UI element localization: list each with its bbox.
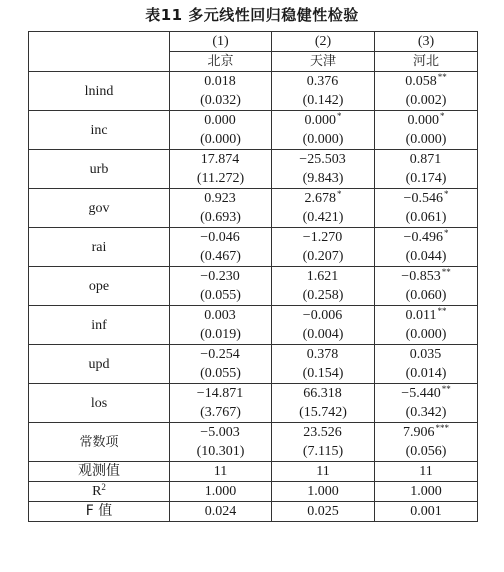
footer-value: 1.000 <box>272 482 375 502</box>
footer-label <box>29 502 170 522</box>
table-row-coefficient <box>29 423 478 443</box>
coefficient-value: −0.006 <box>302 308 343 323</box>
table-row-coefficient <box>29 111 478 131</box>
std-error-cell: (0.467) <box>170 247 272 267</box>
coefficient-cell <box>272 423 375 443</box>
footer-label-text: 观测值 <box>78 463 120 479</box>
coefficient-cell <box>375 345 478 365</box>
coefficient-value: 2.678 <box>304 191 336 206</box>
header-row-numbers <box>29 32 478 52</box>
std-error-cell: (0.258) <box>272 286 375 306</box>
coefficient-value: 66.318 <box>303 386 342 401</box>
coefficient-value: 0.011 <box>405 308 437 323</box>
coefficient-value: −5.003 <box>200 425 240 440</box>
column-number: (3) <box>375 32 478 52</box>
column-number: (1) <box>170 32 272 52</box>
significance-stars: * <box>443 228 449 238</box>
footer-value: 0.024 <box>170 502 272 522</box>
std-error-cell: (0.421) <box>272 208 375 228</box>
regression-table-body <box>29 32 478 522</box>
coefficient-value: −0.546 <box>403 191 443 206</box>
variable-label: lnind <box>29 72 170 111</box>
significance-stars: * <box>443 189 449 199</box>
footer-value: 0.025 <box>272 502 375 522</box>
coefficient-cell <box>272 189 375 209</box>
coefficient-value: 7.906 <box>403 425 435 440</box>
column-region: 河北 <box>375 52 478 72</box>
coefficient-cell <box>170 384 272 404</box>
coefficient-value: 0.000 <box>304 113 336 128</box>
coefficient-value: −5.440 <box>401 386 441 401</box>
coefficient-cell <box>375 72 478 92</box>
significance-stars: * <box>337 111 342 121</box>
coefficient-cell <box>170 150 272 170</box>
variable-label: inc <box>29 111 170 150</box>
std-error-cell: (0.055) <box>170 286 272 306</box>
std-error-cell: (3.767) <box>170 403 272 423</box>
footer-value: 11 <box>272 462 375 482</box>
coefficient-value: 0.003 <box>204 308 236 323</box>
coefficient-value: 0.035 <box>409 347 442 362</box>
significance-stars: ** <box>441 267 451 277</box>
std-error-cell: (0.004) <box>272 325 375 345</box>
coefficient-cell <box>375 150 478 170</box>
coefficient-value: 23.526 <box>303 425 342 440</box>
coefficient-cell <box>170 345 272 365</box>
std-error-cell: (0.000) <box>375 130 478 150</box>
coefficient-value: −25.503 <box>299 152 346 167</box>
coefficient-value: −1.270 <box>302 230 343 245</box>
coefficient-value: 0.376 <box>306 74 339 89</box>
coefficient-cell <box>272 111 375 131</box>
std-error-cell: (0.014) <box>375 364 478 384</box>
coefficient-value: 0.923 <box>204 191 236 206</box>
coefficient-value: 0.000 <box>204 113 236 128</box>
variable-label: gov <box>29 189 170 228</box>
std-error-cell: (0.142) <box>272 91 375 111</box>
table-row-coefficient <box>29 384 478 404</box>
variable-label: 常数项 <box>29 423 170 462</box>
table-row-footer <box>29 482 478 502</box>
column-number: (2) <box>272 32 375 52</box>
significance-stars: *** <box>435 423 449 433</box>
std-error-cell: (0.342) <box>375 403 478 423</box>
variable-label: inf <box>29 306 170 345</box>
coefficient-value: −0.496 <box>403 230 443 245</box>
coefficient-cell <box>375 267 478 287</box>
coefficient-value: 0.018 <box>204 74 236 89</box>
footer-label-superscript: 2 <box>101 482 106 492</box>
significance-stars: ** <box>437 306 447 316</box>
variable-label: ope <box>29 267 170 306</box>
std-error-cell: (0.000) <box>170 130 272 150</box>
std-error-cell: (0.693) <box>170 208 272 228</box>
coefficient-cell <box>375 228 478 248</box>
std-error-cell: (0.174) <box>375 169 478 189</box>
table-title: 表11 多元线性回归稳健性检验 <box>145 6 359 24</box>
coefficient-cell <box>170 72 272 92</box>
table-row-coefficient <box>29 72 478 92</box>
coefficient-value: −0.230 <box>200 269 240 284</box>
coefficient-cell <box>170 228 272 248</box>
coefficient-value: 1.621 <box>306 269 339 284</box>
footer-label-text: R <box>92 484 102 499</box>
coefficient-cell <box>375 189 478 209</box>
std-error-cell: (0.056) <box>375 442 478 462</box>
table-row-coefficient <box>29 189 478 209</box>
table-row-coefficient <box>29 306 478 326</box>
coefficient-cell <box>170 189 272 209</box>
significance-stars: ** <box>437 72 447 82</box>
coefficient-cell <box>272 72 375 92</box>
footer-value: 1.000 <box>375 482 478 502</box>
coefficient-cell <box>272 345 375 365</box>
std-error-cell: (15.742) <box>272 403 375 423</box>
footer-label-text: F 值 <box>85 503 113 519</box>
table-row-footer <box>29 462 478 482</box>
coefficient-cell <box>170 111 272 131</box>
coefficient-value: −14.871 <box>196 386 244 401</box>
std-error-cell: (0.032) <box>170 91 272 111</box>
table-row-coefficient <box>29 228 478 248</box>
coefficient-value: 0.378 <box>306 347 339 362</box>
coefficient-cell <box>272 384 375 404</box>
variable-label: rai <box>29 228 170 267</box>
significance-stars: ** <box>441 384 451 394</box>
std-error-cell: (7.115) <box>272 442 375 462</box>
regression-table <box>28 31 478 522</box>
variable-label: los <box>29 384 170 423</box>
std-error-cell: (0.044) <box>375 247 478 267</box>
header-corner <box>29 32 170 72</box>
std-error-cell: (10.301) <box>170 442 272 462</box>
significance-stars: * <box>440 111 445 121</box>
table-row-coefficient <box>29 345 478 365</box>
coefficient-cell <box>272 267 375 287</box>
variable-label: urb <box>29 150 170 189</box>
footer-value: 0.001 <box>375 502 478 522</box>
significance-stars: * <box>337 189 342 199</box>
std-error-cell: (0.000) <box>272 130 375 150</box>
table-row-coefficient <box>29 267 478 287</box>
coefficient-value: −0.853 <box>401 269 441 284</box>
variable-label: upd <box>29 345 170 384</box>
footer-label <box>29 462 170 482</box>
std-error-cell: (0.207) <box>272 247 375 267</box>
std-error-cell: (0.000) <box>375 325 478 345</box>
std-error-cell: (0.154) <box>272 364 375 384</box>
std-error-cell: (0.002) <box>375 91 478 111</box>
footer-value: 1.000 <box>170 482 272 502</box>
coefficient-value: −0.254 <box>200 347 240 362</box>
coefficient-cell <box>170 306 272 326</box>
coefficient-value: 0.000 <box>407 113 439 128</box>
coefficient-value: 17.874 <box>200 152 240 167</box>
coefficient-value: 0.871 <box>409 152 442 167</box>
std-error-cell: (11.272) <box>170 169 272 189</box>
coefficient-cell <box>170 423 272 443</box>
column-region: 北京 <box>170 52 272 72</box>
coefficient-cell <box>375 384 478 404</box>
std-error-cell: (0.061) <box>375 208 478 228</box>
footer-value: 11 <box>375 462 478 482</box>
std-error-cell: (0.060) <box>375 286 478 306</box>
coefficient-value: 0.058 <box>405 74 437 89</box>
std-error-cell: (0.055) <box>170 364 272 384</box>
table-row-footer <box>29 502 478 522</box>
coefficient-cell <box>272 228 375 248</box>
std-error-cell: (9.843) <box>272 169 375 189</box>
footer-label <box>29 482 170 502</box>
std-error-cell: (0.019) <box>170 325 272 345</box>
coefficient-cell <box>375 306 478 326</box>
coefficient-value: −0.046 <box>200 230 240 245</box>
coefficient-cell <box>375 111 478 131</box>
table-row-coefficient <box>29 150 478 170</box>
footer-value: 11 <box>170 462 272 482</box>
column-region: 天津 <box>272 52 375 72</box>
coefficient-cell <box>170 267 272 287</box>
coefficient-cell <box>375 423 478 443</box>
coefficient-cell <box>272 306 375 326</box>
coefficient-cell <box>272 150 375 170</box>
